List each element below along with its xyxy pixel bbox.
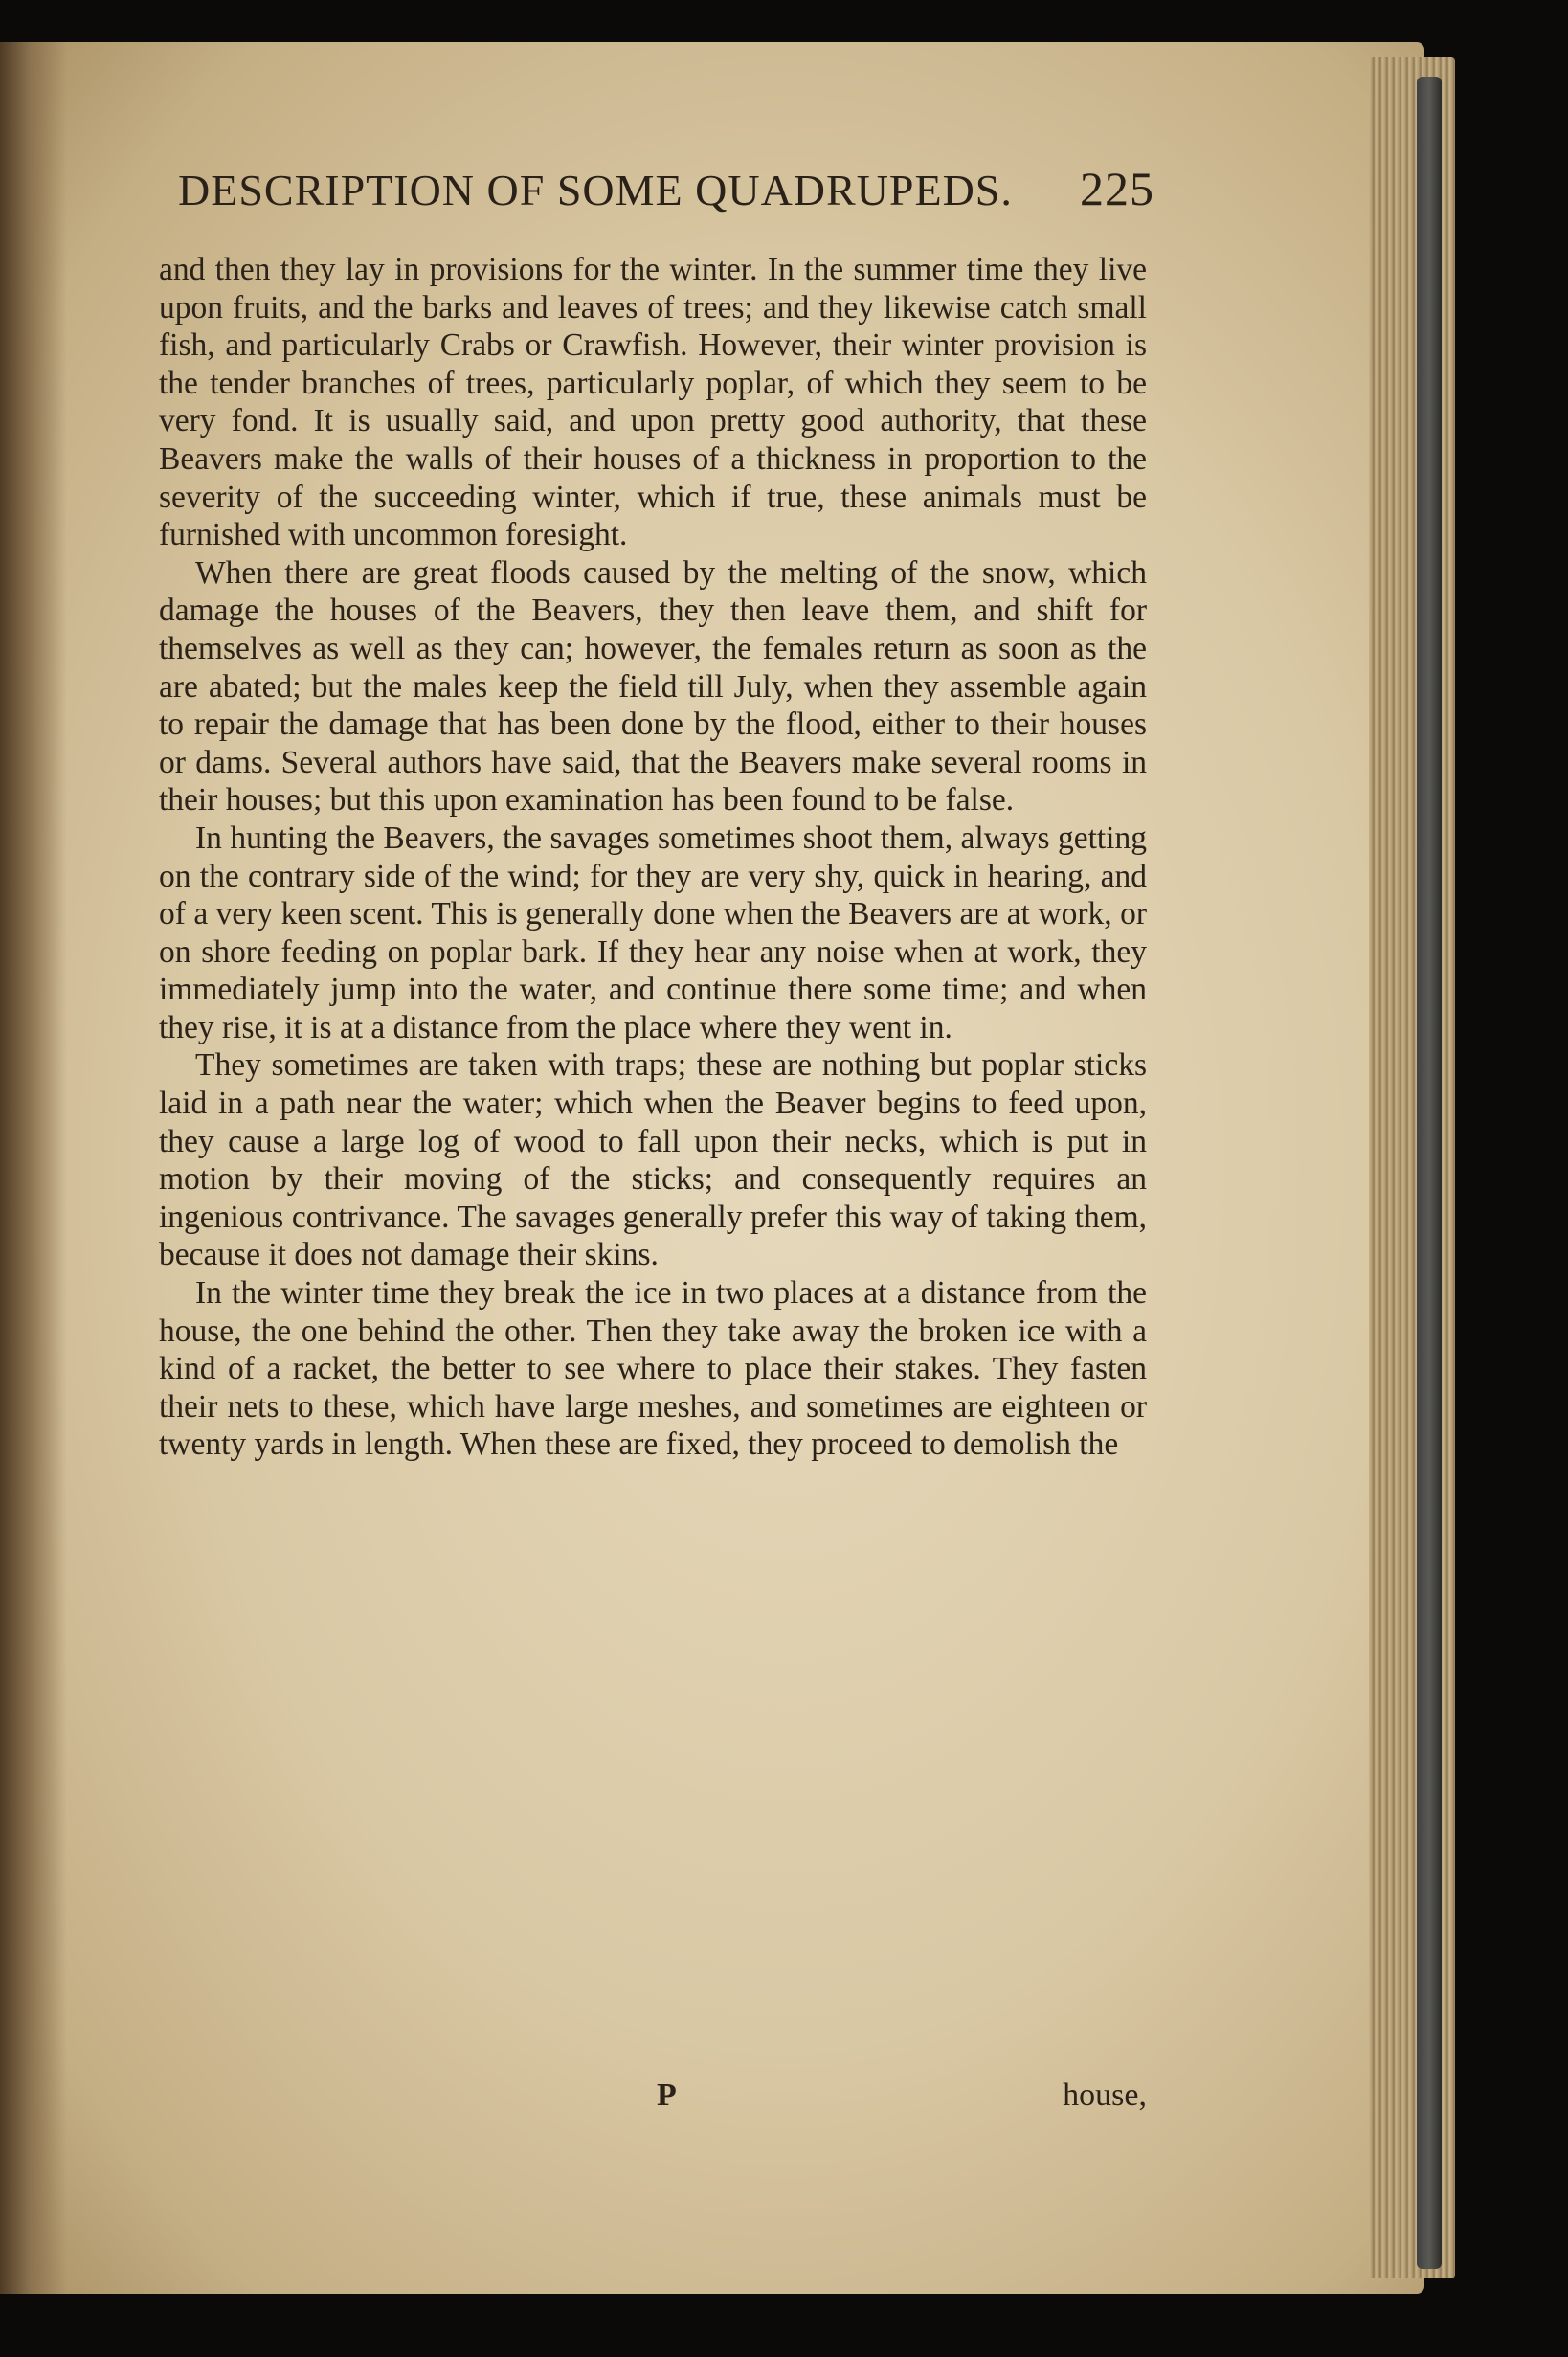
paragraph: In the winter time they break the ice in two places at a distance from the house, the one behind the other. Then they take away the broken ice with a kind of a racket, the better to see where to place their stakes. They fasten their nets to these, which have large meshes, and sometimes are eighteen or twenty yards in length. When these are fixed, they proceed to demolish the bbox=[159, 1275, 1147, 1463]
catchword: house, bbox=[1063, 2077, 1147, 2113]
paragraph: They sometimes are taken with traps; these are nothing but poplar sticks laid in a path near the water; which when the Beaver begins to feed upon, they cause a large log of wood to fall upon their necks, which is put in motion by their moving of the sticks; and consequently requires an ingenious contrivance. The savages generally prefer this way of taking them, because it does not damage their skins. bbox=[159, 1047, 1147, 1273]
book-gutter bbox=[0, 42, 67, 2294]
page-number: 225 bbox=[1080, 162, 1154, 215]
running-title: DESCRIPTION OF SOME QUADRUPEDS. bbox=[178, 166, 1013, 214]
book-fore-edge bbox=[1417, 77, 1442, 2269]
running-header bbox=[178, 161, 1154, 218]
paragraph: and then they lay in provisions for the winter. In the summer time they live upon fruits, and the barks and leaves of trees; and they likewise catch small fish, and particularly Crabs or Crawfish. However, their winter provision is the tender branches of trees, particularly poplar, of which they seem to be very fond. It is usually said, and upon pretty good authority, that these Beavers make the walls of their houses of a thickness in proportion to the severity of the succeeding winter, which if true, these animals must be furnished with uncommon foresight. bbox=[159, 252, 1147, 553]
paragraph: When there are great floods caused by the melting of the snow, which damage the houses of the Beavers, they then leave them, and shift for themselves as well as they can; however, the females return as soon as the are abated; but the males keep the field till July, when they assemble again to repair the damage that has been done by the flood, either to their houses or dams. Several authors have said, that the Beavers make several rooms in their houses; but this upon examination has been found to be false. bbox=[159, 554, 1147, 819]
body-text bbox=[159, 251, 1147, 1464]
page-footer bbox=[159, 2077, 1147, 2116]
page-edges bbox=[1369, 57, 1455, 2278]
paragraph: In hunting the Beavers, the savages sometimes shoot them, always getting on the contrary side of the wind; for they are very shy, quick in hearing, and of a very keen scent. This is generally done when the Beavers are at work, or on shore feeding on poplar bark. If they hear any noise when at work, they immediately jump into the water, and continue there some time; and when they rise, it is at a distance from the place where they went in. bbox=[159, 819, 1147, 1045]
signature-mark: P bbox=[657, 2077, 677, 2113]
